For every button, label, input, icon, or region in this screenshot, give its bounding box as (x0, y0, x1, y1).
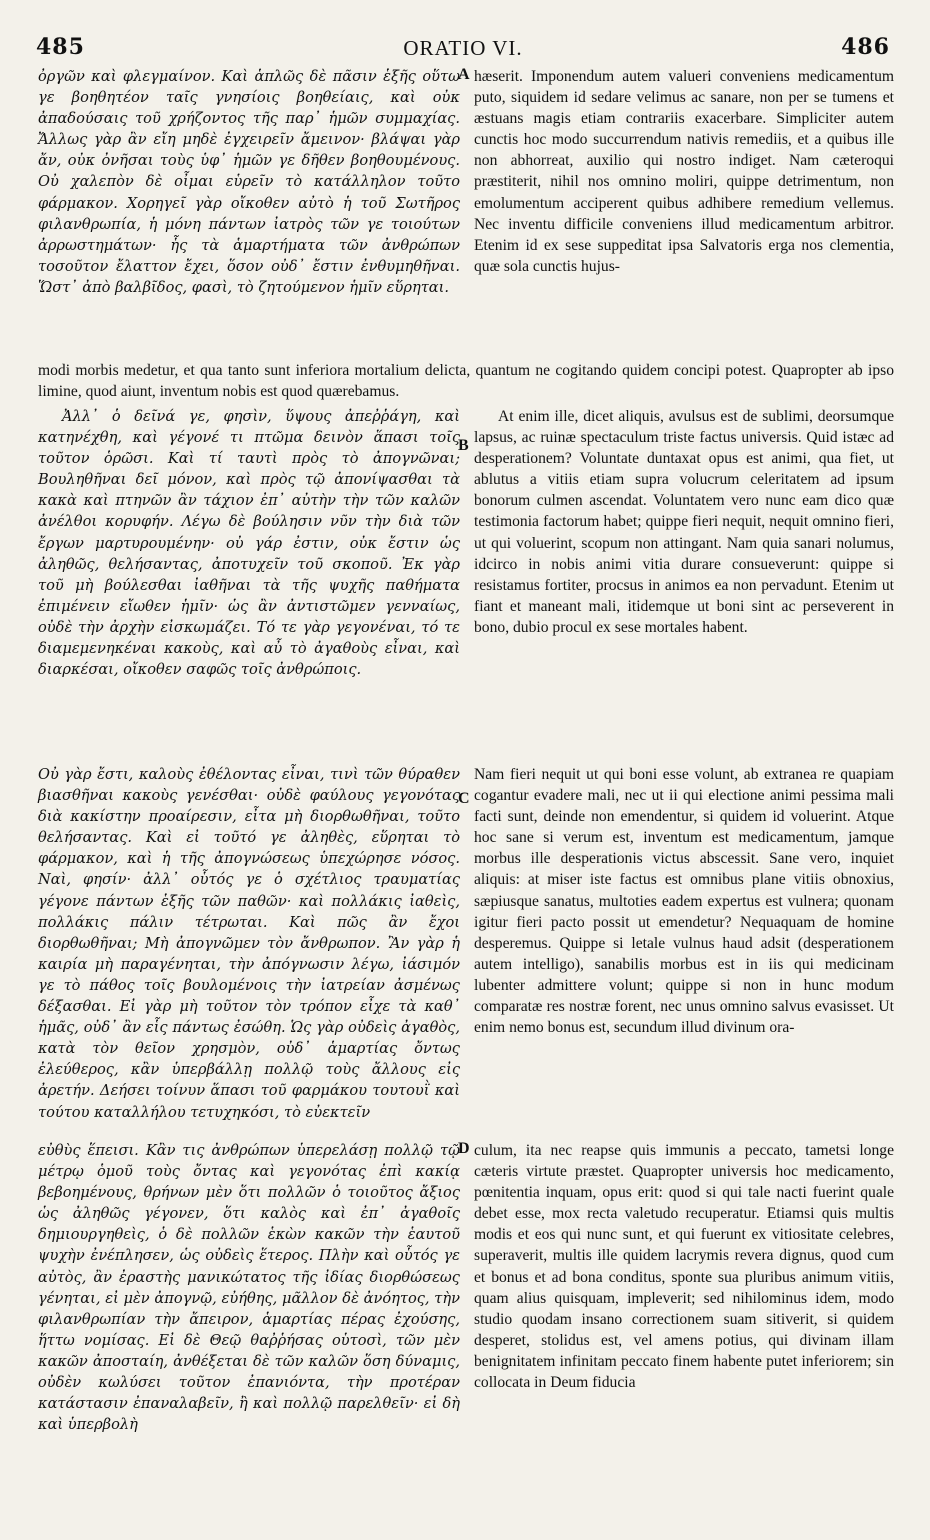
margin-marker-c: C (458, 790, 470, 807)
margin-marker-b: B (458, 437, 469, 454)
page-header (36, 34, 890, 64)
greek-paragraph: Οὐ γὰρ ἔστι, καλοὺς ἐθέλοντας εἶναι, τινὶ τῶν θύραθεν βιασθῆναι κακοὺς γενέσθαι· οὐδὲ φαύλους γεγονότας διὰ κακίστην προαίρεσιν, εἶτα μὴ διορθωθῆναι, τοῦτο θελήσαντας. Καὶ εἰ τοῦτό γε ἀληθὲς, εὕρηται τὸ φάρμακον, καὶ ἡ τῆς ἀπογνώσεως ὑπεχώρησε νόσος. Ναὶ, φησίν· ἀλλ᾽ οὗτός γε ὁ σχέτλιος τραυματίας γέγονε πάντων ἑξῆς τῶν παθῶν· καὶ πολλάκις ἰαθεὶς, πολλάκις πάλιν τέτρωται. Καὶ πῶς ἂν ἔχοι διορθωθῆναι; Μὴ ἀπογνῶμεν τὸν ἄνθρωπον. Ἂν γὰρ ἡ καιρία μὴ παραγένηται, τὴν ἀπόγνωσιν λέγω, ἰάσιμόν γε τὸ πάθος τοῖς βουλομένοις τὴν ἰατρείαν ἀσμένως δέξασθαι. Εἰ γὰρ μὴ τοῦτον τὸν τρόπον εἶχε τὰ καθ᾽ ἡμᾶς, οὐδ᾽ ἂν εἷς πάντως ἐσώθη. Ὡς γὰρ οὐδεὶς ἀγαθὸς, κατὰ τὸν θεῖον χρησμὸν, οὐδ᾽ ἁμαρτίας ὄντως ἐλεύθερος, κἂν ὑπερβάλλῃ πολλῷ τοὺς ἄλλους εἰς ἀρετήν. Δεήσει τοίνυν ἅπασι τοῦ φαρμάκου τουτουῒ καὶ τούτου καταλλήλου τετυχηκόσι, τὸ εὐεκτεῖν (38, 766, 460, 1121)
running-title: ORATIO VI. (403, 36, 523, 60)
latin-column-section-a (474, 66, 894, 277)
latin-paragraph: Nam fieri nequit ut qui boni esse volunt, ab extranea re quapiam cogantur evadere mali, nec ut ii qui electione animi pessima mali facti sunt, deinde non emendentur, si quidem id voluerint. Atque hoc sane si verum est, inventum est medicamentum, jamque morbus ille desperationis victus abscessit. Sane vero, inquiet aliquis: at miser iste factus est omnibus plane vitiis obnoxius, sæpiusque sanatus, multoties eadem expertus est vulnera; quonam igitur fieri pacto possit ut emendetur? Nequaquam de homine desperemus. Quippe si letale vulnus haud adsit (desperationem autem intelligo), sanabilis morbus est in iis qui medicinam lubenter admittere volunt; quippe si non in hunc modum comparatæ res nostræ forent, nec unus omnino salvus evasisset. Ut enim nemo bonus est, secundum illud divinum ora- (474, 766, 894, 1037)
latin-paragraph: hæserit. Imponendum autem valueri conveniens medicamentum puto, siquidem id sedare velimus ac sanare, non per se tumens et æstuans magis etiam contrariis exacerbare. Simpliciter autem cunctis hoc modo succurrendum nativis remediis, et a quibus ille non abhorreat, auxilio qui nostro indiget. Nam cæteroqui præstiterit, nihil nos omnino moliri, quippe detrimentum, non emolumentum acciperent quibus adhibere remedium vellemus. Nec inventu difficile conveniens illud medicamentum arbitror. Etenim id ex sese suppeditat ipsa Salvatoris erga nos clementia, quæ sola cunctis hujus- (474, 68, 894, 275)
page-number-right: 486 (841, 34, 890, 60)
greek-paragraph: ὀργῶν καὶ φλεγμαίνον. Καὶ ἁπλῶς δὲ πᾶσιν ἑξῆς οὕτω γε βοηθητέον ταῖς γνησίοις βοηθείαις, καὶ οὐκ ἀπαδούσαις τοῦ χρήζοντος τῆς παρ᾽ ἡμῶν συμμαχίας. Ἄλλως γὰρ ἂν εἴη μηδὲ ἐγχειρεῖν ἄμεινον· βλάψαι γὰρ ἄν, οὐκ ὀνῆσαι τοὺς ὑφ᾽ ἡμῶν γε δῆθεν βοηθουμένους. Οὐ χαλεπὸν δὲ οἶμαι εὑρεῖν τὸ κατάλληλον τοῦτο φάρμακον. Χορηγεῖ γὰρ οἴκοθεν αὐτὸ ἡ τοῦ Σωτῆρος φιλανθρωπία, ἡ μόνη πάντων ἰατρὸς τῶν γε τοιούτων ἀρρωστημάτων· ἧς τὰ ἁμαρτήματα τῶν ἀνθρώπων τοσοῦτον ἔλαττον ἔχει, ὅσον οὐδ᾽ ἔστιν ἐνθυμηθῆναι. Ὥστ᾽ ἀπὸ βαλβῖδος, φασὶ, τὸ ζητούμενον ἡμῖν εὕρηται. (38, 68, 460, 296)
latin-paragraph: culum, ita nec reapse quis immunis a peccato, tametsi longe cæteris virtute præstet. Quapropter universis hoc medicamento, pœnitentia inquam, opus erit: quod si qui tale nacti fuerint quale debet esse, mox recta valetudo recuperatur. Etiamsi quis multis modis et eos qui nunc sunt, et qui fuerunt ex vitiositate celebres, superaverit, multis ille quidem lacrymis revera dignus, quod cum et bonus et ad bona conditus, sponte sua pluribus animum vitiis, quam alius quisquam, impleverit; sed nihilominus idem, modo studio quodam insano correctionem suam sitiverit, si quidem desperet, stolidus est, vel amens potius, qui divinam illam benignitatem infinitam peccato finem habente putet inferiorem; sin collocata in Deum fiducia (474, 1142, 894, 1392)
page-number-left: 485 (36, 34, 85, 60)
latin-full-width-line: modi morbis medetur, et qua tanto sunt inferiora mortalium delicta, quantum ne cogitando quidem concipi potest. Quapropter ab ipso limine, quod aiunt, inventum nobis est quod quærebamus. (38, 362, 894, 401)
latin-column-section-b (474, 406, 894, 638)
greek-paragraph: εὐθὺς ἕπεισι. Κἂν τις ἀνθρώπων ὑπερελάσῃ πολλῷ τῷ μέτρῳ ὁμοῦ τοὺς ὄντας καὶ γεγονότας ἐπὶ κακίᾳ βεβοημένους, θρήνων μὲν ὅτι πολλῶν ὁ τοιοῦτος ἄξιος ὡς ἀληθῶς γέγονεν, ὅτι καλὸς καὶ ἐπ᾽ ἀγαθοῖς δημιουργηθεὶς, ὁ δὲ πολλῶν ἑκὼν κακῶν τὴν ἑαυτοῦ ψυχὴν ἐνέπλησεν, ὡς οὐδεὶς ἕτερος. Πλὴν καὶ οὗτός γε αὐτὸς, ἂν ἐραστὴς μανικώτατος τῆς ἰδίας διορθώσεως γένηται, εἰ μὲν ἀπογνῷ, εὐήθης, μᾶλλον δὲ ἀνόητος, τὴν φιλανθρωπίαν τὴν ἄπειρον, ἁμαρτίας πέρας ἐχούσης, ἥττω νομίσας. Εἰ δὲ Θεῷ θαῤῥήσας οὑτοσὶ, τῶν μὲν κακῶν ἀποσταίη, ἀνθέξεται δὲ τῶν καλῶν ὅση δύναμις, οὐδὲν κωλύσει τοῦτον ἐπανιόντα, τὴν προτέραν κατάστασιν ἐπαναλαβεῖν, ἢ καὶ πολλῷ παρελθεῖν· εἰ δὴ καὶ ὑπερβολὴ (38, 1142, 460, 1434)
greek-column-section-a (38, 66, 460, 298)
greek-paragraph: Ἀλλ᾽ ὁ δεῖνά γε, φησὶν, ὕψους ἀπεῤῥάγη, καὶ κατηνέχθη, καὶ γέγονέ τι πτῶμα δεινὸν ἅπασι τοῖς τοῦτον ὁρῶσι. Καὶ τί ταυτὶ πρὸς τὸ ἀπογνῶναι; Βουληθῆναι δεῖ μόνον, καὶ πρὸς τῷ ἀπονίψασθαι τὰ κακὰ καὶ πτηνῶν ἂν τάχιον ἐπ᾽ αὐτὴν τὴν τῶν καλῶν ἀνέλθοι κορυφήν. Λέγω δὲ βούλησιν νῦν τὴν διὰ τῶν ἔργων μαρτυρουμένην· οὐ γάρ ἐστιν, οὐκ ἔστιν ὡς ἀληθῶς, θελήσαντας, ἀποτυχεῖν τοῦ σκοποῦ. Ἐκ γὰρ τοῦ μὴ βούλεσθαι ἰαθῆναι τὰ τῆς ψυχῆς παθήματα ἐπιμένειν εἴωθεν ἡμῖν· ὡς ἂν ἀντιστῶμεν γενναίως, οὐδὲ τὴν ἀρχὴν εἰσκωμάζει. Τό τε γὰρ γεγονέναι, τό τε διαμεμενηκέναι κακοὺς, καὶ αὖ τὸ ἀγαθοὺς εἶναι, καὶ διαρκέσαι, οἴκοθεν σαφῶς τοῖς ἀνθρώποις. (38, 408, 460, 679)
margin-marker-d: D (458, 1140, 470, 1157)
latin-column-section-d (474, 1140, 894, 1393)
margin-marker-a: A (458, 66, 470, 83)
latin-column-section-c (474, 764, 894, 1038)
greek-column-section-d (38, 1140, 460, 1435)
greek-column-section-c (38, 764, 460, 1123)
latin-paragraph: At enim ille, dicet aliquis, avulsus est de sublimi, deorsumque lapsus, ac ruinæ spectaculum triste factus universis. Quid istæc ad desperationem? Voluntate duntaxat opus est animi, qua fiet, ut ablutus a vitiis etiam supra volucrum celeritatem ad ipsum bonorum culmen ascendat. Voluntatem vero nunc eam dico quæ testimonia factorum habet; quippe fieri nequit, nequit omnino fieri, ut qui voluerint, scopum non attingant. Nam quia sanari nolumus, idcirco in nobis animi vitia durare consueverunt: quippe si resistamus fortiter, procsus in animos ea non pervadunt. Etenim ut fiant et maneant mali, itidemque ut boni sint ac perseverent in bono, dubio procul ex sese mortales habent. (474, 408, 894, 636)
greek-column-section-b (38, 406, 460, 680)
